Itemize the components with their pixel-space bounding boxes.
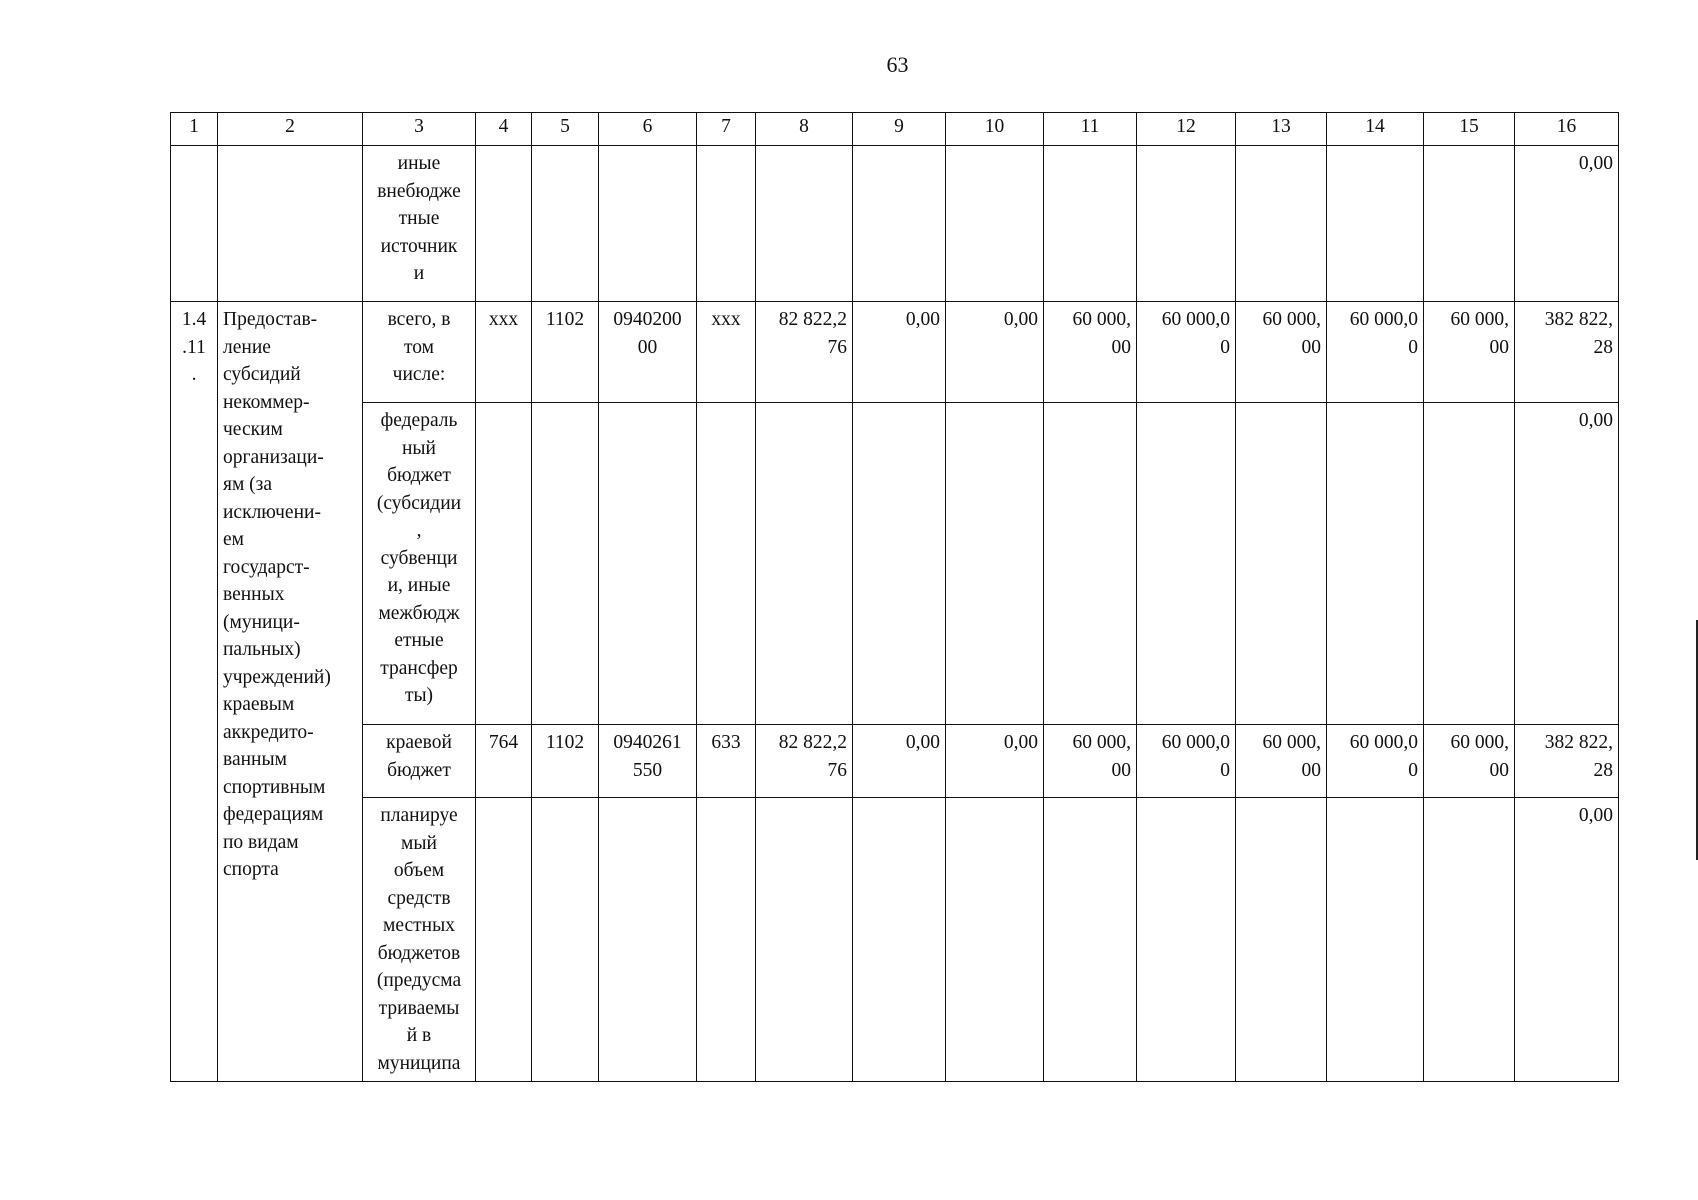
cell-col13: 60 000, 00 [1236,302,1327,403]
cell [476,798,532,1082]
cell [1137,403,1236,725]
cell-col16: 0,00 [1515,403,1619,725]
cell-item-number: 1.4 .11 . [171,302,218,1082]
header-cell: 14 [1327,113,1424,146]
cell [1327,798,1424,1082]
cell [697,403,756,725]
cell [599,146,697,302]
cell-col16: 382 822, 28 [1515,302,1619,403]
header-cell: 8 [756,113,853,146]
cell-item-name: Предостав- ление субсидий некоммер- ческим организаци- ям (за исключени- ем государст- венных (муници- пальных) учреждений) краевым аккредито- ванным спортивным федерациям по видам спорта [218,302,363,1082]
cell [1044,403,1137,725]
table-row-local [171,798,1619,1082]
cell [946,403,1044,725]
cell [853,403,946,725]
cell-col14: 60 000,0 0 [1327,725,1424,798]
cell-col8: 82 822,2 76 [756,302,853,403]
header-cell: 9 [853,113,946,146]
cell [1137,798,1236,1082]
cell-name [218,146,363,302]
header-cell: 5 [532,113,599,146]
cell [599,403,697,725]
cell [853,798,946,1082]
header-cell: 6 [599,113,697,146]
header-cell: 3 [363,113,476,146]
cell-col11: 60 000, 00 [1044,302,1137,403]
cell [476,146,532,302]
cell-number [171,146,218,302]
table-row-regional [171,725,1619,798]
header-cell: 1 [171,113,218,146]
cell-total: 0,00 [1515,146,1619,302]
cell [1327,403,1424,725]
cell-col10: 0,00 [946,302,1044,403]
header-cell: 12 [1137,113,1236,146]
header-cell: 10 [946,113,1044,146]
cell [1044,146,1137,302]
cell-col10: 0,00 [946,725,1044,798]
cell-col5: 1102 [532,302,599,403]
header-cell: 7 [697,113,756,146]
cell-col6: 0940200 00 [599,302,697,403]
cell [756,403,853,725]
cell-source: федераль ный бюджет (субсидии , субвенци и, иные межбюдж етные трансфер ты) [363,403,476,725]
page-number: 63 [886,52,909,77]
cell [946,798,1044,1082]
table-row-federal [171,403,1619,725]
cell [946,146,1044,302]
cell-col15: 60 000, 00 [1424,725,1515,798]
column-number-header-row [171,113,1619,146]
cell-col4: 764 [476,725,532,798]
cell [697,146,756,302]
cell [1236,146,1327,302]
cell-source: краевой бюджет [363,725,476,798]
cell-col7: ххх [697,302,756,403]
cell-col7: 633 [697,725,756,798]
table-row-item-total [171,302,1619,403]
header-cell: 4 [476,113,532,146]
cell-col6: 0940261 550 [599,725,697,798]
cell-col9: 0,00 [853,725,946,798]
header-cell: 15 [1424,113,1515,146]
cell-source: иные внебюдже тные источник и [363,146,476,302]
budget-table [170,112,1619,1082]
cell [756,146,853,302]
cell [1424,798,1515,1082]
header-cell: 13 [1236,113,1327,146]
cell-col15: 60 000, 00 [1424,302,1515,403]
cell [853,146,946,302]
cell [1327,146,1424,302]
cell [1044,798,1137,1082]
header-cell: 16 [1515,113,1619,146]
cell-col16: 382 822, 28 [1515,725,1619,798]
cell-col12: 60 000,0 0 [1137,302,1236,403]
cell-col12: 60 000,0 0 [1137,725,1236,798]
cell [532,146,599,302]
cell-col11: 60 000, 00 [1044,725,1137,798]
cell [697,798,756,1082]
cell [476,403,532,725]
cell [532,798,599,1082]
cell-source: всего, в том числе: [363,302,476,403]
cell [1424,146,1515,302]
cell [756,798,853,1082]
cell-source: планируе мый объем средств местных бюджетов (предусма триваемы й в муниципа [363,798,476,1082]
cell [532,403,599,725]
cell [1137,146,1236,302]
cell-col4: ххх [476,302,532,403]
cell [1236,798,1327,1082]
cell-col9: 0,00 [853,302,946,403]
table-row-other-sources [171,146,1619,302]
cell [1424,403,1515,725]
cell-col16: 0,00 [1515,798,1619,1082]
cell-col5: 1102 [532,725,599,798]
header-cell: 11 [1044,113,1137,146]
cell [599,798,697,1082]
cell [1236,403,1327,725]
cell-col8: 82 822,2 76 [756,725,853,798]
cell-col14: 60 000,0 0 [1327,302,1424,403]
header-cell: 2 [218,113,363,146]
cell-col13: 60 000, 00 [1236,725,1327,798]
